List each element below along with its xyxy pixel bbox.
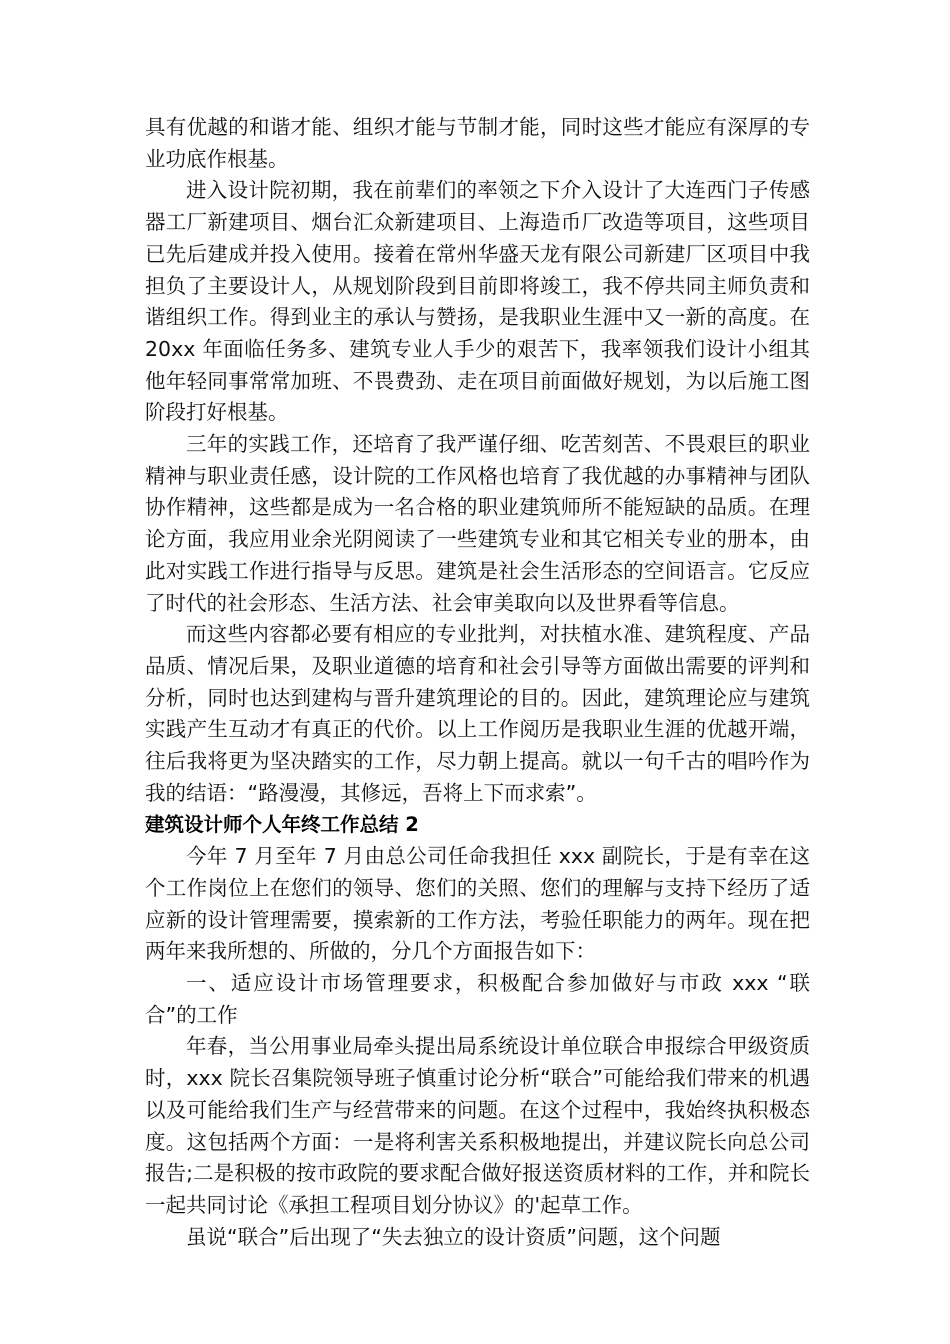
paragraph-1: 具有优越的和谐才能、组织才能与节制才能，同时这些才能应有深厚的专业功底作根基。 xyxy=(145,115,810,171)
document-page xyxy=(145,112,810,1253)
section-heading: 建筑设计师个人年终工作总结 2 xyxy=(145,813,419,837)
paragraph-6: 一、适应设计市场管理要求，积极配合参加做好与市政 xxx “联合”的工作 xyxy=(145,970,810,1027)
paragraph-8: 虽说“联合”后出现了“失去独立的设计资质”问题，这个问题 xyxy=(186,1224,721,1249)
paragraph-7: 年春，当公用事业局牵头提出局系统设计单位联合申报综合甲级资质时，xxx 院长召集院领导班子慎重讨论分析“联合”可能给我们带来的机遇以及可能给我们生产与经营带来的问题。在这个过程中，我始终执积极态度。这包括两个方面：一是将利害关系积极地提出，并建议院长向总公司报告;二是积极的按市政院的要求配合做好报送资质材料的工作，并和院长一起共同讨论《承担工程项目划分协议》的'起草工作。 xyxy=(145,1034,810,1217)
paragraph-5: 今年 7 月至年 7 月由总公司任命我担任 xxx 副院长，于是有幸在这个工作岗位上在您们的领导、您们的关照、您们的理解与支持下经历了适应新的设计管理需要，摸索新的工作方法，考验任职能力的两年。现在把两年来我所想的、所做的，分几个方面报告如下： xyxy=(145,844,810,964)
paragraph-2: 进入设计院初期，我在前辈们的率领之下介入设计了大连西门子传感器工厂新建项目、烟台汇众新建项目、上海造币厂改造等项目，这些项目已先后建成并投入使用。接着在常州华盛天龙有限公司新建厂区项目中我担负了主要设计人，从规划阶段到目前即将竣工，我不停共同主师负责和谐组织工作。得到业主的承认与赞扬，是我职业生涯中又一新的高度。在 20xx 年面临任务多、建筑专业人手少的艰苦下，我率领我们设计小组其他年轻同事常常加班、不畏费劲、走在项目前面做好规划，为以后施工图阶段打好根基。 xyxy=(145,178,810,425)
paragraph-4: 而这些内容都必要有相应的专业批判，对扶植水准、建筑程度、产品品质、情况后果，及职业道德的培育和社会引导等方面做出需要的评判和分析，同时也达到建构与晋升建筑理论的目的。因此，建筑理论应与建筑实践产生互动才有真正的代价。以上工作阅历是我职业生涯的优越开端，往后我将更为坚决踏实的工作，尽力朝上提高。就以一句千古的唱吟作为我的结语：“路漫漫，其修远，吾将上下而求索”。 xyxy=(145,622,810,805)
paragraph-3: 三年的实践工作，还培育了我严谨仔细、吃苦刻苦、不畏艰巨的职业精神与职业责任感，设计院的工作风格也培育了我优越的办事精神与团队协作精神，这些都是成为一名合格的职业建筑师所不能短缺的品质。在理论方面，我应用业余光阴阅读了一些建筑专业和其它相关专业的册本，由此对实践工作进行指导与反思。建筑是社会生活形态的空间语言。它反应了时代的社会形态、生活方法、社会审美取向以及世界看等信息。 xyxy=(145,432,810,615)
